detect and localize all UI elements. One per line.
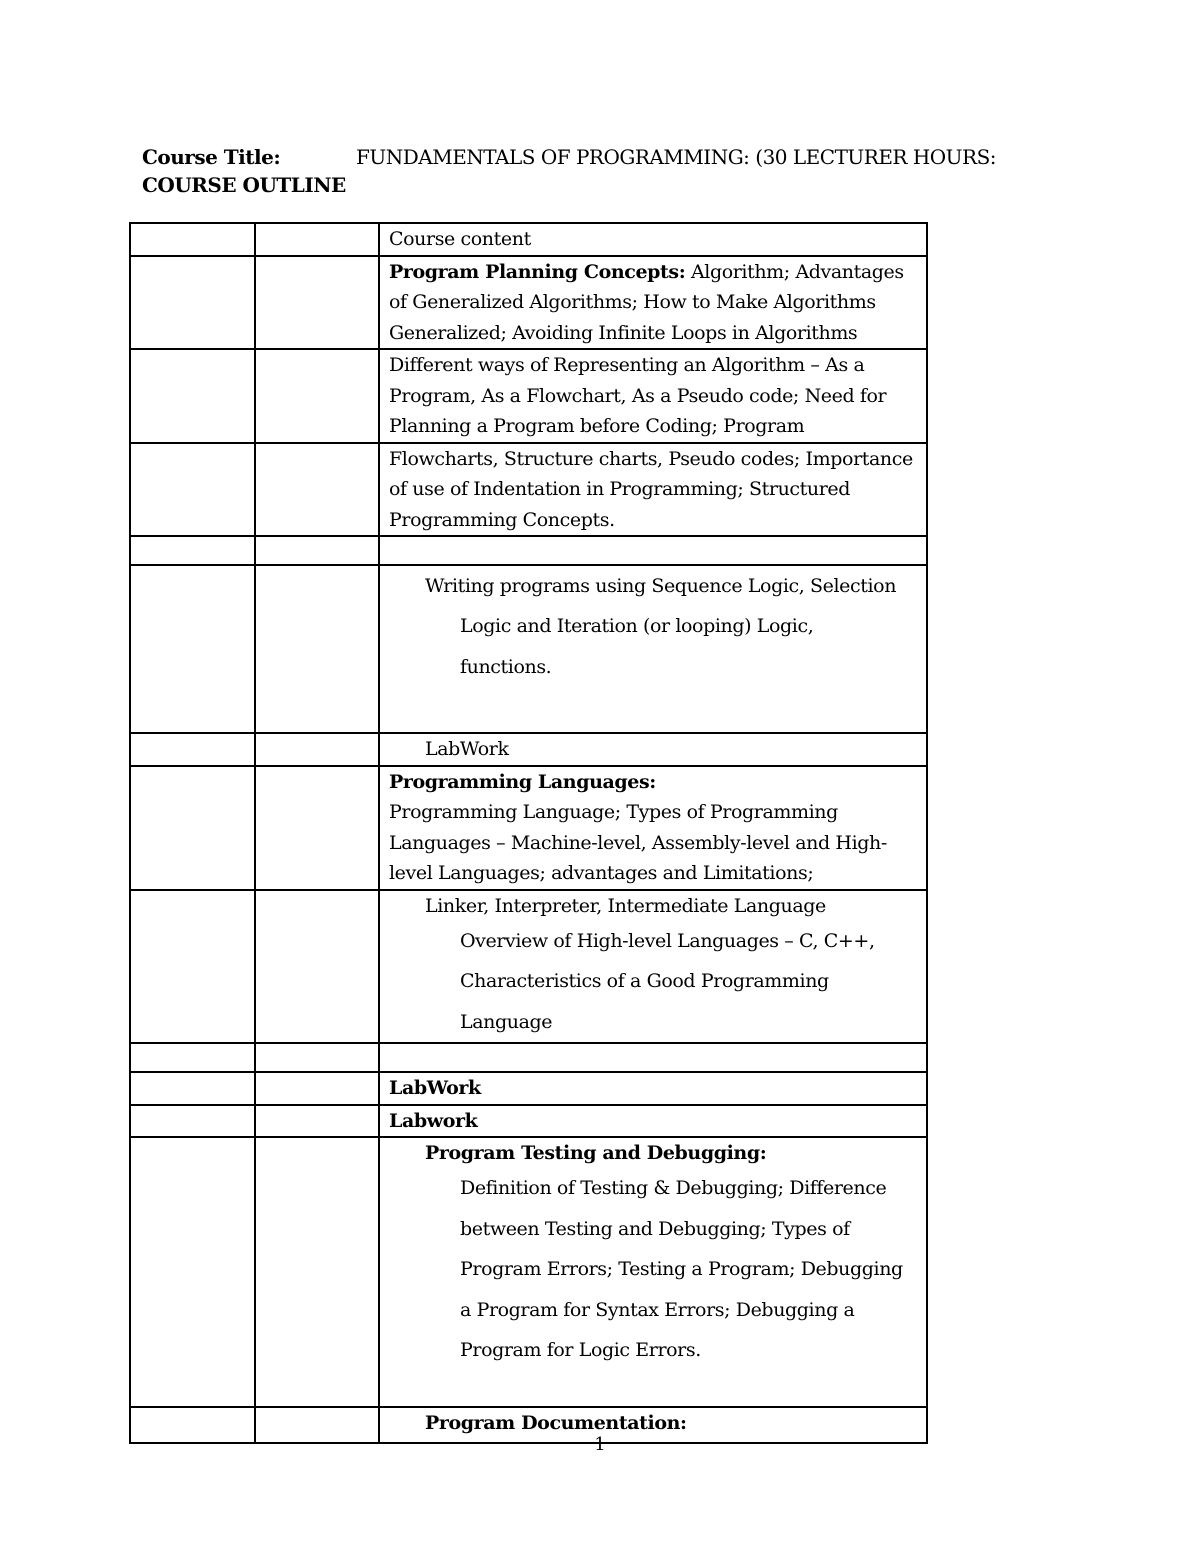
table-cell <box>255 443 379 537</box>
content-cell <box>379 890 927 1044</box>
content-cell <box>379 1137 927 1407</box>
table-row <box>130 349 927 443</box>
table-row <box>130 565 927 733</box>
table-cell <box>130 890 255 1044</box>
course-content-header: Course content <box>389 228 531 250</box>
course-outline-heading: COURSE OUTLINE <box>142 173 346 197</box>
table-cell <box>130 349 255 443</box>
topic-line: Writing programs using Sequence Logic, Selection <box>425 575 897 597</box>
table-cell <box>130 1105 255 1138</box>
topic-line: functions. <box>460 655 552 678</box>
table-cell <box>255 1072 379 1105</box>
table-cell <box>255 565 379 733</box>
table-cell <box>255 766 379 890</box>
content-cell <box>379 443 927 537</box>
topic-heading: Program Documentation: <box>425 1412 687 1434</box>
table-cell <box>130 256 255 350</box>
topic-heading: Program Testing and Debugging: <box>425 1142 767 1164</box>
course-title-label: Course Title: <box>142 145 281 169</box>
content-cell <box>379 1043 927 1072</box>
table-row <box>130 1043 927 1072</box>
table-row <box>130 766 927 890</box>
table-cell <box>255 349 379 443</box>
table-row <box>130 536 927 565</box>
table-cell <box>255 256 379 350</box>
table-row <box>130 256 927 350</box>
topic-text: Different ways of Representing an Algorithm – As a Program, As a Flowchart, As a Pseudo code; Need for Planning a Program before Coding; Program <box>389 354 887 437</box>
content-cell <box>379 1407 927 1443</box>
table-cell <box>130 1137 255 1407</box>
topic-heading: Programming Languages: <box>389 770 656 793</box>
table-cell <box>130 733 255 766</box>
content-cell <box>379 565 927 733</box>
table-cell <box>255 1407 379 1443</box>
topic-text: Programming Language; Types of Programming Languages – Machine-level, Assembly-level and High-level Languages; advantages and Limitations; <box>389 801 887 884</box>
table-cell <box>130 223 255 256</box>
topic-line: Linker, Interpreter, Intermediate Language <box>425 894 826 917</box>
table-row <box>130 1072 927 1105</box>
table-cell <box>255 1137 379 1407</box>
page-number: 1 <box>594 1434 606 1455</box>
topic-line: Characteristics of a Good Programming <box>460 970 829 992</box>
labwork-text: Labwork <box>389 1109 478 1132</box>
table-cell <box>130 1043 255 1072</box>
table-row <box>130 1407 927 1443</box>
topic-line: Language <box>460 1010 553 1033</box>
table-cell <box>130 565 255 733</box>
table-row <box>130 223 927 256</box>
topic-line: Overview of High-level Languages – C, C++, <box>460 929 875 952</box>
table-row <box>130 890 927 1044</box>
content-cell <box>379 349 927 443</box>
table-cell <box>255 223 379 256</box>
course-outline-table <box>129 222 928 1444</box>
course-title-value: FUNDAMENTALS OF PROGRAMMING: (30 LECTURER HOURS: <box>356 145 997 169</box>
topic-text: Definition of Testing & Debugging; Difference between Testing and Debugging; Types of Program Errors; Testing a Program; Debugging a Program for Syntax Errors; Debugging a Program for Logic Errors. <box>460 1177 903 1361</box>
page-header <box>142 143 1042 199</box>
topic-text: Algorithm; Advantages of Generalized Algorithms; How to Make Algorithms Generalized; Avoiding Infinite Loops in Algorithms <box>389 260 904 344</box>
content-cell <box>379 1105 927 1138</box>
content-cell <box>379 733 927 766</box>
labwork-text: LabWork <box>425 738 509 760</box>
table-row <box>130 443 927 537</box>
table-cell <box>255 536 379 565</box>
topic-line: Logic and Iteration (or looping) Logic, <box>460 615 814 637</box>
table-cell <box>255 1105 379 1138</box>
table-row <box>130 733 927 766</box>
table-cell <box>255 1043 379 1072</box>
content-cell <box>379 766 927 890</box>
course-title-row <box>142 143 1042 171</box>
table-cell <box>130 536 255 565</box>
labwork-text: LabWork <box>389 1077 481 1099</box>
table-cell <box>130 1407 255 1443</box>
table-cell <box>255 733 379 766</box>
table-cell <box>130 1072 255 1105</box>
table-row <box>130 1137 927 1407</box>
topic-heading: Program Planning Concepts: <box>389 260 686 283</box>
table-cell <box>255 890 379 1044</box>
table-cell <box>130 443 255 537</box>
content-cell <box>379 223 927 256</box>
table-row <box>130 1105 927 1138</box>
topic-text: Flowcharts, Structure charts, Pseudo codes; Importance of use of Indentation in Programming; Structured Programming Concepts. <box>389 447 913 531</box>
content-cell <box>379 256 927 350</box>
content-cell <box>379 536 927 565</box>
content-cell <box>379 1072 927 1105</box>
table-cell <box>130 766 255 890</box>
